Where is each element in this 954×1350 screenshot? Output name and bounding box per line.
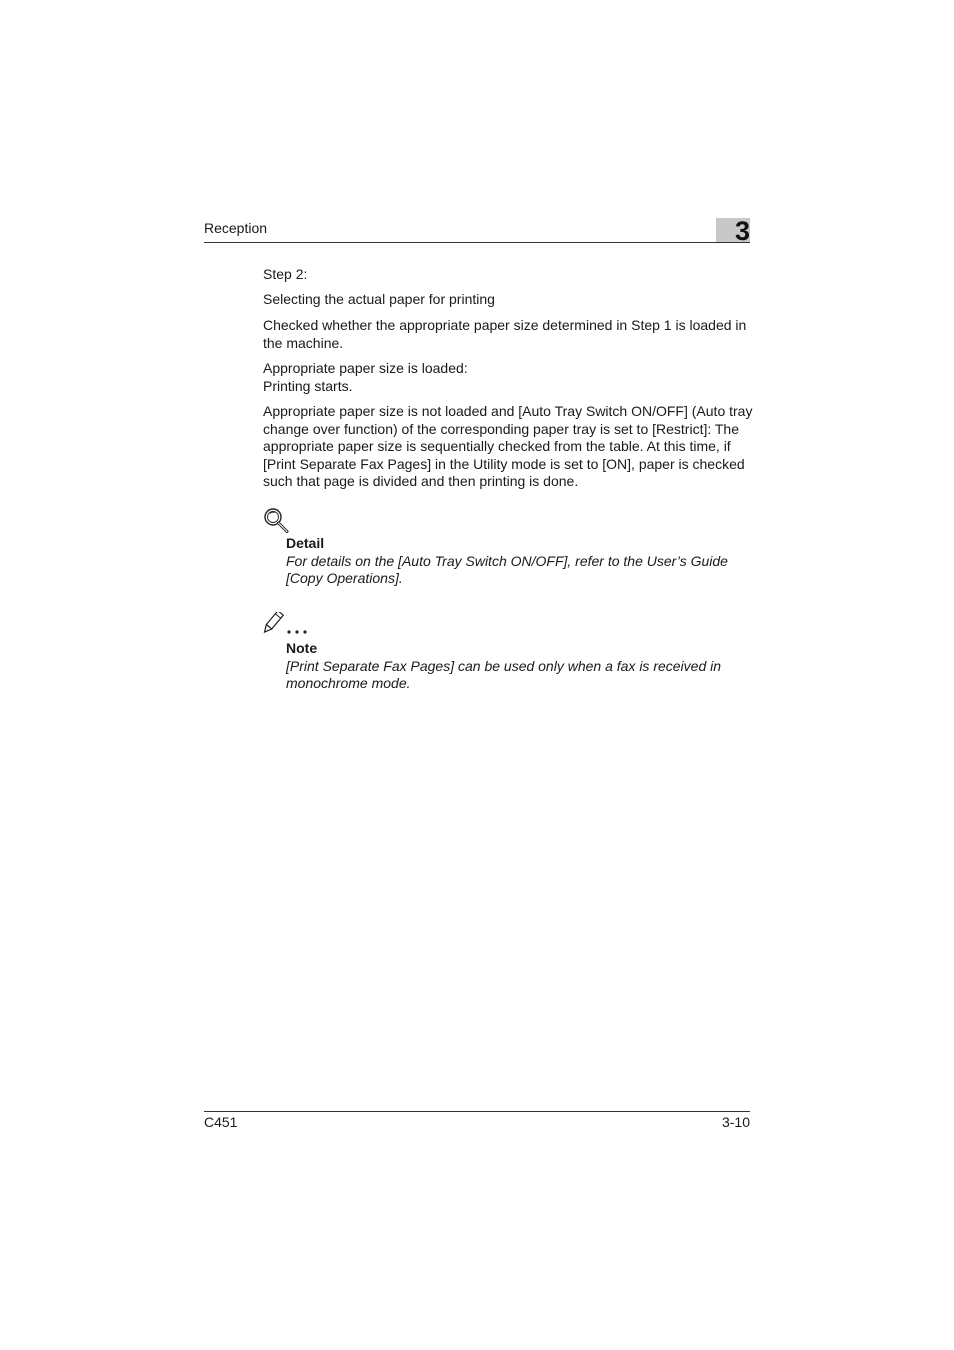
step-label <box>263 266 753 284</box>
note-text: [Print Separate Fax Pages] can be used only when a fax is received in monochrome mode. <box>286 658 722 692</box>
paragraph-loaded <box>263 360 753 395</box>
step-heading <box>263 291 753 309</box>
footer-divider <box>204 1111 750 1112</box>
header-divider <box>204 242 750 243</box>
paragraph-not-loaded-text: Appropriate paper size is not loaded and [Auto Tray Switch ON/OFF] (Auto tray change over function) of the corresponding paper tray is set to [Restrict]: The appropriate paper size is sequentially checked from the table. At this time, if [Print Separate Fax Pages] in the Utility mode is set to [ON], paper is checked such that page is divided and then printing is done. <box>263 403 753 490</box>
chapter-badge <box>716 216 750 246</box>
detail-title: Detail <box>286 535 325 551</box>
footer-page-number: 3-10 <box>721 1114 750 1130</box>
step-label-text: Step 2: <box>263 266 308 282</box>
paragraph-check-text: Checked whether the appropriate paper size determined in Step 1 is loaded in the machine. <box>263 317 747 351</box>
chapter-number: 3 <box>734 216 750 246</box>
loaded-line-1: Appropriate paper size is loaded: <box>263 360 468 376</box>
footer-model: C451 <box>204 1114 238 1130</box>
paragraph-not-loaded <box>263 403 753 491</box>
loaded-line-2: Printing starts. <box>263 377 353 394</box>
paragraph-check <box>263 317 753 352</box>
detail-text: For details on the [Auto Tray Switch ON/OFF], refer to the User’s Guide [Copy Operations]. <box>286 553 728 587</box>
section-title: Reception <box>204 220 268 236</box>
step-heading-text: Selecting the actual paper for printing <box>263 291 495 307</box>
magnifier-icon <box>262 506 290 534</box>
pencil-icon <box>262 612 312 638</box>
note-title: Note <box>286 640 318 656</box>
